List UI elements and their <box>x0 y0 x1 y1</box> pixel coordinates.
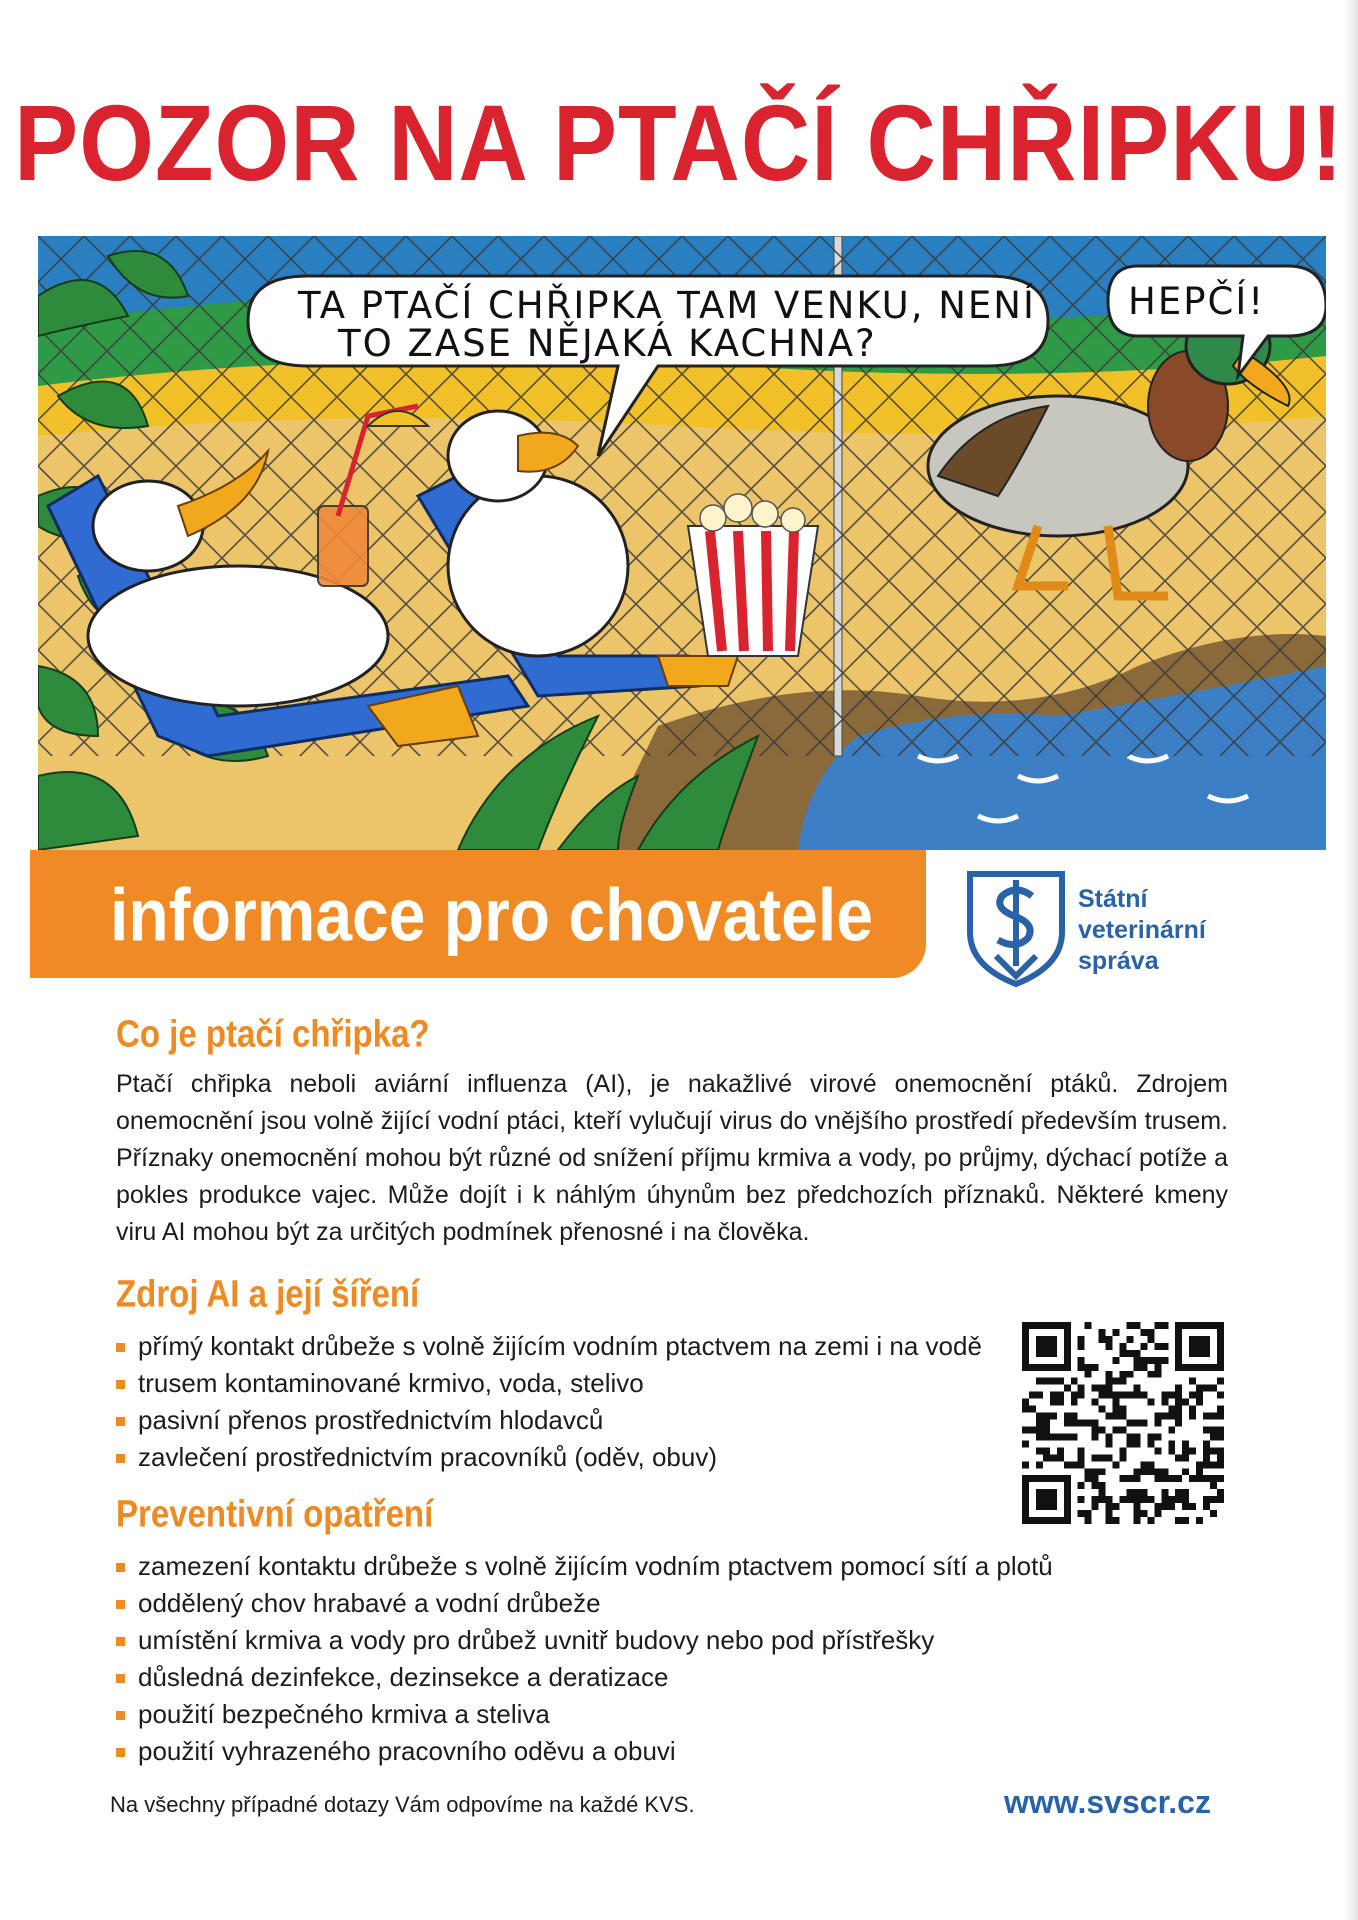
logo-name-line2: veterinární <box>1078 916 1206 944</box>
cartoon-scene <box>38 236 1326 850</box>
prevention-list <box>116 1548 1053 1770</box>
list-item: zavlečení prostřednictvím pracovníků (oděv, obuv) <box>116 1439 982 1476</box>
list-item: použití vyhrazeného pracovního oděvu a obuvi <box>116 1733 1053 1770</box>
logo-name-line1: Státní <box>1078 885 1148 913</box>
list-item: oddělený chov hrabavé a vodní drůbeže <box>116 1585 1053 1622</box>
list-item: umístění krmiva a vody pro drůbež uvnitř budovy nebo pod přístřešky <box>116 1622 1053 1659</box>
list-item: použití bezpečného krmiva a steliva <box>116 1696 1053 1733</box>
website-link[interactable]: www.svscr.cz <box>1004 1784 1211 1820</box>
page-title: POZOR NA PTAČÍ CHŘIPKU! <box>14 83 1344 204</box>
cartoon-illustration <box>38 236 1326 850</box>
logo-name <box>1078 884 1206 977</box>
list-item: zamezení kontaktu drůbeže s volně žijícím vodním ptactvem pomocí sítí a plotů <box>116 1548 1053 1585</box>
list-item: důsledná dezinfekce, dezinsekce a deratizace <box>116 1659 1053 1696</box>
bubble-main-line2: TO ZASE NĚJAKÁ KACHNA? <box>338 322 877 365</box>
section-text-what-is: Ptačí chřipka neboli aviární influenza (AI), je nakažlivé virové onemocnění ptáků. Zdrojem onemocnění jsou volně žijící vodní ptáci, kteří vylučují virus do vnějšího prostředí především trusem. Příznaky onemocnění mohou být různé od snížení příjmu krmiva a vody, po průjmy, dýchací potíže a pokles produkce vajec. Může dojít i k náhlým úhynům bez předchozích příznaků. Některé kmeny viru AI mohou být za určitých podmínek přenosné i na člověka. <box>116 1070 1228 1246</box>
bubble-duck: HEPČÍ! <box>1128 280 1266 323</box>
qr-code-icon <box>1022 1322 1224 1524</box>
list-item: pasivní přenos prostřednictvím hlodavců <box>116 1402 982 1439</box>
bubble-main-line1: TA PTAČÍ CHŘIPKA TAM VENKU, NENÍ <box>298 284 1036 327</box>
svs-shield-logo-icon <box>966 870 1066 988</box>
footer-note: Na všechny případné dotazy Vám odpovíme na každé KVS. <box>110 1792 695 1817</box>
list-item: přímý kontakt drůbeže s volně žijícím vodním ptactvem na zemi i na vodě <box>116 1328 982 1365</box>
info-banner <box>30 850 926 978</box>
scan-edge <box>1344 0 1358 1920</box>
logo-name-line3: správa <box>1078 947 1159 975</box>
section-heading-prevention: Preventivní opatření <box>116 1492 434 1535</box>
section-heading-source: Zdroj AI a její šíření <box>116 1272 420 1315</box>
source-list <box>116 1328 982 1476</box>
banner-text: informace pro chovatele <box>110 873 873 956</box>
list-item: trusem kontaminované krmivo, voda, stelivo <box>116 1365 982 1402</box>
section-heading-what-is: Co je ptačí chřipka? <box>116 1012 430 1055</box>
